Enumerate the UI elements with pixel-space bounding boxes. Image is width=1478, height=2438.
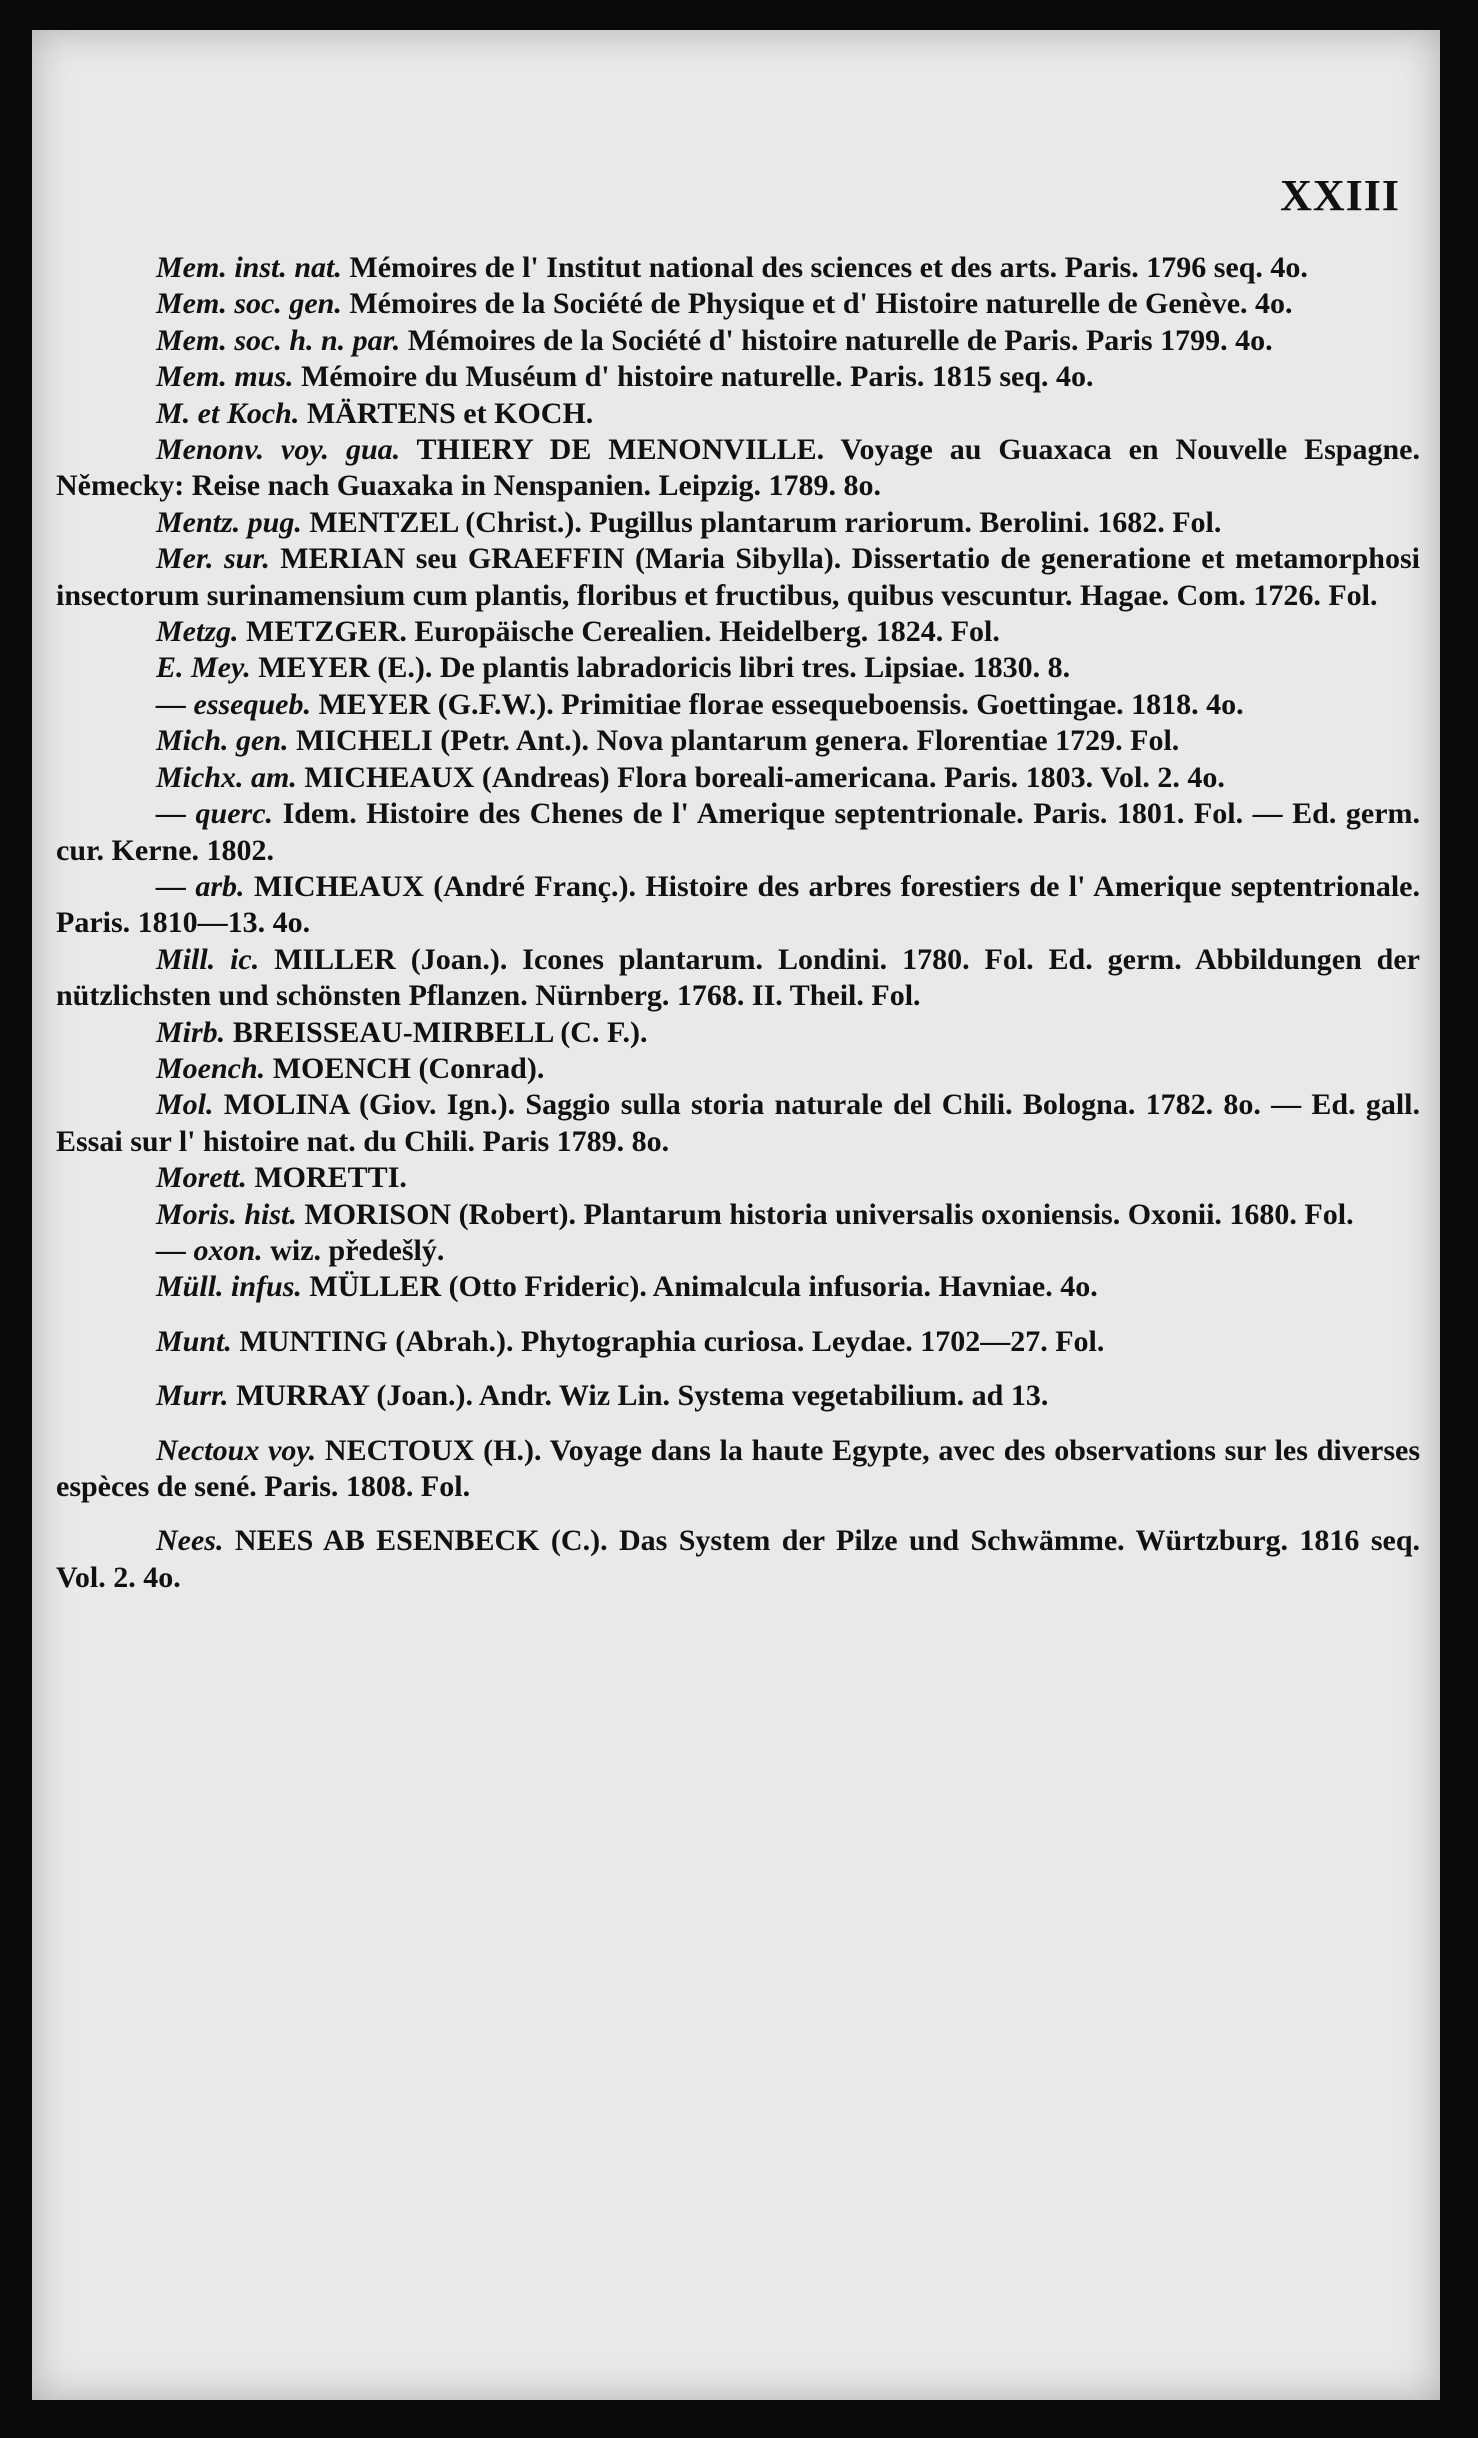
bibliography-entry [56,723,1420,759]
entry-abbreviation: Mich. gen. [156,724,289,758]
entry-text: Mémoires de l' Institut national des sciences et des arts. Paris. 1796 seq. 4o. [349,251,1308,284]
entry-abbreviation: — arb. [156,869,245,903]
entry-abbreviation: Mill. ic. [156,942,260,976]
entry-text: METZGER. Europäische Cerealien. Heidelberg. 1824. Fol. [246,615,1000,649]
entry-text: MICHEAUX (Andreas) Flora boreali-americana. Paris. 1803. Vol. 2. 4o. [304,760,1225,794]
entry-text: BREISSEAU-MIRBELL (C. F.). [232,1015,648,1049]
bibliography-entry [56,942,1420,1015]
bibliography-entry [56,614,1420,650]
bibliography-entry [56,505,1420,541]
entry-text: THIERY DE MENONVILLE. Voyage au Guaxaca en Nouvelle Espagne. Německy: Reise nach Guaxaka in Nenspanien. Leipzig. 1789. 8o. [56,433,1420,503]
book-page [32,30,1440,2400]
bibliography-list [56,250,1420,1596]
entry-text: MÄRTENS et KOCH. [306,396,594,430]
entry-abbreviation: Müll. infus. [156,1270,302,1304]
bibliography-entry [56,687,1420,723]
entry-abbreviation: Munt. [156,1324,232,1358]
entry-abbreviation: Mer. sur. [156,542,270,576]
bibliography-entry [56,359,1420,395]
entry-text: Mémoire du Muséum d' histoire naturelle. Paris. 1815 seq. 4o. [301,360,1094,394]
bibliography-entry [56,650,1420,686]
entry-abbreviation: — oxon. [156,1233,263,1267]
bibliography-entry [56,323,1420,359]
entry-text: Idem. Histoire des Chenes de l' Amerique septentrionale. Paris. 1801. Fol. — Ed. germ. cur. Kerne. 1802. [56,797,1420,867]
bibliography-entry [56,250,1420,286]
bibliography-entry [56,1523,1420,1596]
entry-abbreviation: Nectoux voy. [156,1433,317,1467]
entry-text: MEYER (E.). De plantis labradoricis libri tres. Lipsiae. 1830. 8. [258,651,1071,685]
entry-text: MICHEAUX (André Franç.). Histoire des arbres forestiers de l' Amerique septentrionale. Paris. 1810—13. 4o. [56,869,1420,940]
entry-text: MORETTI. [254,1161,407,1195]
bibliography-entry [56,869,1420,942]
entry-text: Mémoires de la Société d' histoire naturelle de Paris. Paris 1799. 4o. [407,323,1273,357]
entry-text: MÜLLER (Otto Frideric). Animalcula infusoria. Havniae. 4o. [309,1270,1098,1304]
entry-abbreviation: — essequeb. [156,687,311,721]
entry-abbreviation: Mem. soc. gen. [156,287,342,321]
entry-abbreviation: Mem. soc. h. n. par. [156,323,401,357]
bibliography-entry [56,1269,1420,1305]
entry-text: MEYER (G.F.W.). Primitiae florae essequeboensis. Goettingae. 1818. 4o. [318,687,1244,721]
bibliography-entry [56,760,1420,796]
bibliography-entry [56,1197,1420,1233]
entry-text: MILLER (Joan.). Icones plantarum. Londini. 1780. Fol. Ed. germ. Abbildungen der nützlichsten und schönsten Pflanzen. Nürnberg. 1768. II. Theil. Fol. [56,942,1420,1013]
entry-text: Mémoires de la Société de Physique et d' Histoire naturelle de Genève. 4o. [349,287,1293,321]
entry-abbreviation: M. et Koch. [156,396,300,430]
bibliography-entry [56,432,1420,505]
entry-abbreviation: Menonv. voy. gua. [156,433,401,467]
bibliography-entry [56,1324,1420,1360]
entry-text: NEES AB ESENBECK (C.). Das System der Pilze und Schwämme. Würtzburg. 1816 seq. Vol. 2. 4o. [56,1524,1421,1594]
bibliography-entry [56,396,1420,432]
bibliography-entry [56,1233,1420,1269]
entry-abbreviation: Mem. mus. [156,360,294,394]
page-number: XXIII [1280,171,1400,220]
entry-text: MERIAN seu GRAEFFIN (Maria Sibylla). Dissertatio de generatione et metamorphosi insectorum surinamensium cum plantis, floribus et fructibus, quibus vescuntur. Hagae. Com. 1726. Fol. [56,542,1421,612]
bibliography-entry [56,286,1420,322]
entry-abbreviation: Metzg. [156,615,239,649]
bibliography-entry [56,1160,1420,1196]
entry-abbreviation: Moris. hist. [156,1197,297,1231]
bibliography-entry [56,796,1420,869]
entry-abbreviation: Michx. am. [156,760,297,794]
bibliography-entry [56,1378,1420,1414]
entry-text: MICHELI (Petr. Ant.). Nova plantarum genera. Florentiae 1729. Fol. [296,724,1180,758]
bibliography-entry [56,1087,1420,1160]
bibliography-entry [56,541,1420,614]
entry-abbreviation: Mol. [156,1088,214,1122]
entry-text: MURRAY (Joan.). Andr. Wiz Lin. Systema vegetabilium. ad 13. [236,1379,1049,1413]
entry-abbreviation: E. Mey. [156,651,251,685]
entry-text: NECTOUX (H.). Voyage dans la haute Egypte, avec des observations sur les diverses espèces de sené. Paris. 1808. Fol. [56,1433,1421,1503]
entry-abbreviation: — querc. [156,797,274,831]
bibliography-entry [56,1433,1420,1506]
entry-text: MENTZEL (Christ.). Pugillus plantarum rariorum. Berolini. 1682. Fol. [309,505,1222,539]
bibliography-entry [56,1051,1420,1087]
entry-abbreviation: Moench. [156,1051,266,1085]
entry-text: wiz. předešlý. [270,1233,445,1267]
entry-abbreviation: Morett. [156,1161,247,1195]
entry-abbreviation: Murr. [156,1379,229,1413]
entry-text: MOLINA (Giov. Ign.). Saggio sulla storia naturale del Chili. Bologna. 1782. 8o. — Ed. gall. Essai sur l' histoire nat. du Chili. Paris 1789. 8o. [56,1088,1421,1158]
entry-abbreviation: Nees. [156,1524,224,1558]
entry-text: MOENCH (Conrad). [272,1051,545,1085]
entry-text: MORISON (Robert). Plantarum historia universalis oxoniensis. Oxonii. 1680. Fol. [304,1197,1354,1231]
entry-abbreviation: Mirb. [156,1015,226,1049]
entry-abbreviation: Mentz. pug. [156,505,302,539]
entry-text: MUNTING (Abrah.). Phytographia curiosa. Leydae. 1702—27. Fol. [239,1324,1105,1358]
entry-abbreviation: Mem. inst. nat. [156,251,342,284]
bibliography-entry [56,1015,1420,1051]
